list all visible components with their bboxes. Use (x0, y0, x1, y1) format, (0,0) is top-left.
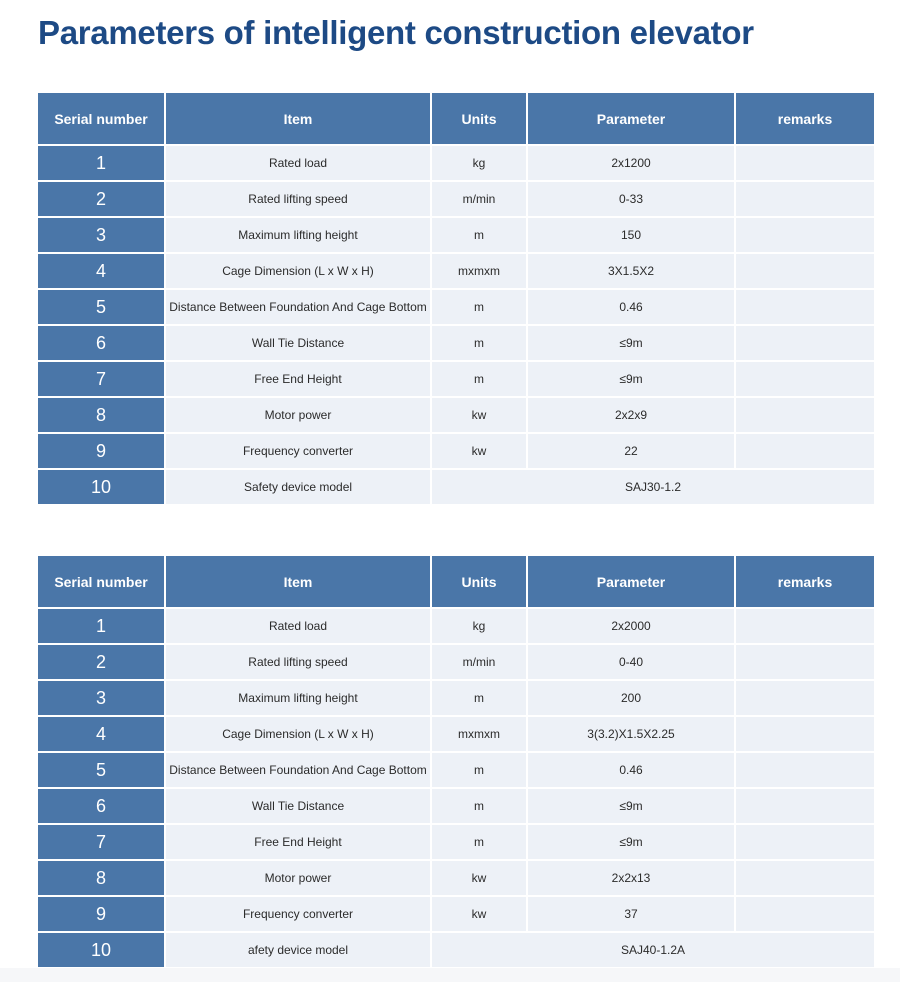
units-cell: kw (432, 897, 526, 931)
table-row (38, 645, 874, 679)
table-row (38, 789, 874, 823)
remarks-cell (736, 218, 874, 252)
serial-number-cell: 9 (38, 434, 164, 468)
item-cell: Wall Tie Distance (166, 789, 430, 823)
remarks-cell (736, 290, 874, 324)
parameter-cell: ≤9m (528, 789, 734, 823)
parameter-cell: 3(3.2)X1.5X2.25 (528, 717, 734, 751)
parameter-cell: ≤9m (528, 825, 734, 859)
table-row (38, 146, 874, 180)
merged-value-cell: SAJ30-1.2 (432, 470, 874, 504)
bottom-divider (0, 968, 900, 982)
remarks-cell (736, 897, 874, 931)
units-cell: mxmxm (432, 717, 526, 751)
table-row (38, 753, 874, 787)
item-cell: Distance Between Foundation And Cage Bottom (166, 753, 430, 787)
units-cell: kg (432, 609, 526, 643)
units-cell: m (432, 326, 526, 360)
remarks-cell (736, 717, 874, 751)
table-row (38, 933, 874, 967)
serial-number-cell: 4 (38, 254, 164, 288)
item-cell: Frequency converter (166, 434, 430, 468)
parameter-cell: 0-33 (528, 182, 734, 216)
units-cell: kw (432, 861, 526, 895)
remarks-cell (736, 326, 874, 360)
table-row (38, 290, 874, 324)
units-cell: m (432, 789, 526, 823)
parameter-cell: 0.46 (528, 290, 734, 324)
parameter-cell: 37 (528, 897, 734, 931)
units-cell: kg (432, 146, 526, 180)
table-header-row (38, 93, 874, 144)
item-cell: Motor power (166, 861, 430, 895)
remarks-cell (736, 362, 874, 396)
item-cell: Maximum lifting height (166, 681, 430, 715)
remarks-cell (736, 146, 874, 180)
parameter-cell: 0-40 (528, 645, 734, 679)
table-row (38, 218, 874, 252)
item-cell: Cage Dimension (L x W x H) (166, 254, 430, 288)
item-cell: Rated load (166, 609, 430, 643)
serial-number-cell: 7 (38, 825, 164, 859)
item-cell: Rated lifting speed (166, 645, 430, 679)
units-cell: m (432, 825, 526, 859)
serial-number-cell: 5 (38, 753, 164, 787)
table-row (38, 825, 874, 859)
serial-number-cell: 1 (38, 146, 164, 180)
parameter-cell: 0.46 (528, 753, 734, 787)
serial-number-cell: 3 (38, 681, 164, 715)
serial-number-cell: 6 (38, 326, 164, 360)
item-cell: Wall Tie Distance (166, 326, 430, 360)
units-cell: m/min (432, 645, 526, 679)
merged-value-cell: SAJ40-1.2A (432, 933, 874, 967)
remarks-cell (736, 254, 874, 288)
item-cell: Cage Dimension (L x W x H) (166, 717, 430, 751)
header-parameter: Parameter (528, 93, 734, 144)
units-cell: m (432, 290, 526, 324)
units-cell: m (432, 681, 526, 715)
serial-number-cell: 2 (38, 645, 164, 679)
parameter-cell: 3X1.5X2 (528, 254, 734, 288)
header-item: Item (166, 93, 430, 144)
remarks-cell (736, 753, 874, 787)
item-cell: Motor power (166, 398, 430, 432)
serial-number-cell: 3 (38, 218, 164, 252)
item-cell: afety device model (166, 933, 430, 967)
header-item: Item (166, 556, 430, 607)
header-remarks: remarks (736, 93, 874, 144)
units-cell: kw (432, 434, 526, 468)
serial-number-cell: 4 (38, 717, 164, 751)
item-cell: Free End Height (166, 362, 430, 396)
serial-number-cell: 10 (38, 470, 164, 504)
table-header-row (38, 556, 874, 607)
header-remarks: remarks (736, 556, 874, 607)
units-cell: kw (432, 398, 526, 432)
serial-number-cell: 8 (38, 861, 164, 895)
units-cell: m (432, 362, 526, 396)
item-cell: Rated lifting speed (166, 182, 430, 216)
table-row (38, 254, 874, 288)
parameter-cell: ≤9m (528, 326, 734, 360)
serial-number-cell: 8 (38, 398, 164, 432)
units-cell: m (432, 218, 526, 252)
parameter-cell: 2x2x9 (528, 398, 734, 432)
item-cell: Frequency converter (166, 897, 430, 931)
table-row (38, 717, 874, 751)
serial-number-cell: 6 (38, 789, 164, 823)
table-row (38, 609, 874, 643)
parameter-cell: ≤9m (528, 362, 734, 396)
units-cell: m (432, 753, 526, 787)
header-serial-number: Serial number (38, 93, 164, 144)
parameter-cell: 22 (528, 434, 734, 468)
parameter-cell: 150 (528, 218, 734, 252)
table-row (38, 897, 874, 931)
parameter-cell: 2x1200 (528, 146, 734, 180)
spec-table-1 (36, 91, 876, 506)
item-cell: Free End Height (166, 825, 430, 859)
serial-number-cell: 1 (38, 609, 164, 643)
table-row (38, 326, 874, 360)
units-cell: m/min (432, 182, 526, 216)
parameter-cell: 200 (528, 681, 734, 715)
remarks-cell (736, 645, 874, 679)
remarks-cell (736, 825, 874, 859)
table-row (38, 434, 874, 468)
table-row (38, 398, 874, 432)
item-cell: Safety device model (166, 470, 430, 504)
header-units: Units (432, 93, 526, 144)
header-serial-number: Serial number (38, 556, 164, 607)
table-row (38, 681, 874, 715)
remarks-cell (736, 609, 874, 643)
parameter-cell: 2x2000 (528, 609, 734, 643)
table-row (38, 861, 874, 895)
serial-number-cell: 10 (38, 933, 164, 967)
remarks-cell (736, 182, 874, 216)
header-units: Units (432, 556, 526, 607)
remarks-cell (736, 789, 874, 823)
remarks-cell (736, 398, 874, 432)
units-cell: mxmxm (432, 254, 526, 288)
item-cell: Maximum lifting height (166, 218, 430, 252)
table-row (38, 470, 874, 504)
page-title: Parameters of intelligent construction elevator (38, 14, 754, 51)
serial-number-cell: 9 (38, 897, 164, 931)
item-cell: Rated load (166, 146, 430, 180)
item-cell: Distance Between Foundation And Cage Bottom (166, 290, 430, 324)
header-parameter: Parameter (528, 556, 734, 607)
remarks-cell (736, 861, 874, 895)
spec-table-2 (36, 554, 876, 969)
remarks-cell (736, 434, 874, 468)
parameter-cell: 2x2x13 (528, 861, 734, 895)
serial-number-cell: 5 (38, 290, 164, 324)
serial-number-cell: 2 (38, 182, 164, 216)
serial-number-cell: 7 (38, 362, 164, 396)
table-row (38, 362, 874, 396)
remarks-cell (736, 681, 874, 715)
table-row (38, 182, 874, 216)
